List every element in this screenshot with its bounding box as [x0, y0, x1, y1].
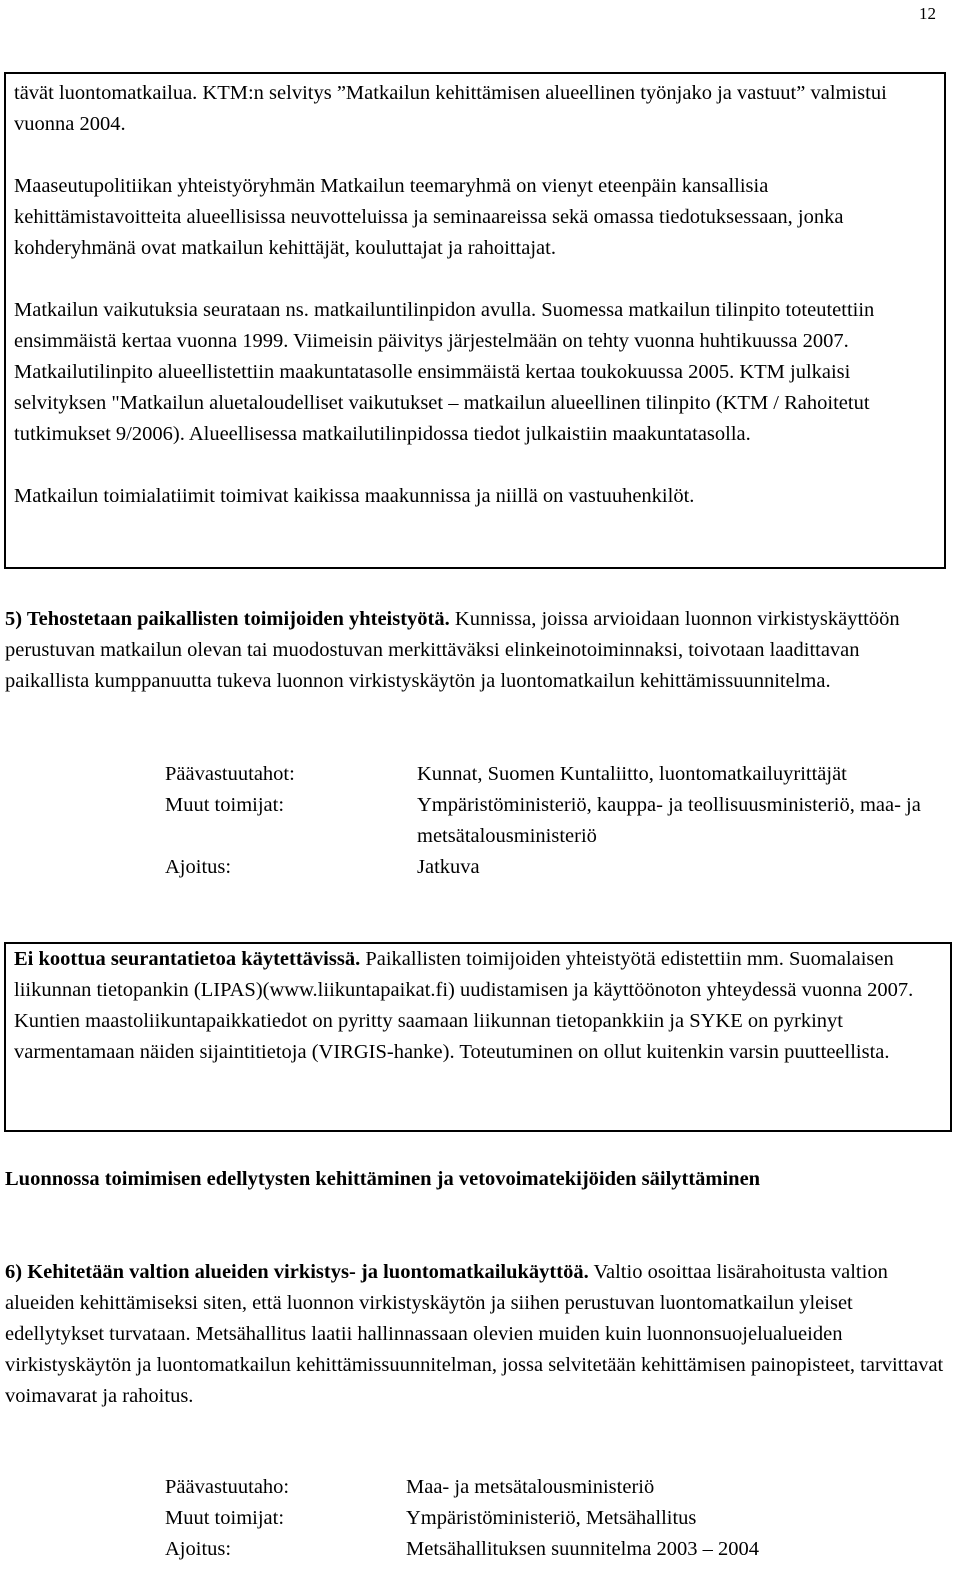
lead-label: Päävastuutaho: — [165, 1476, 290, 1498]
main-heading-section — [5, 1164, 945, 1195]
lead-value: Maa- ja metsätalousministeriö — [406, 1476, 655, 1498]
section-5 — [5, 604, 945, 697]
paragraph: Maaseutupolitiikan yhteistyöryhmän Matkailun teemaryhmä on vienyt eteenpäin kansallisia kehittämistavoitteita alueellisissa neuvotteluissa ja seminaareissa sekä omassa tiedotuksessaan, jonka kohderyhmänä ovat matkailun kehittäjät, kouluttajat ja rahoittajat. — [14, 175, 844, 259]
section-6 — [5, 1257, 945, 1412]
timing-label: Ajoitus: — [165, 1538, 232, 1560]
paragraph: tävät luontomatkailua. KTM:n selvitys ”Matkailun kehittämisen alueellinen työnjako ja vastuut” valmistui vuonna 2004. — [14, 82, 887, 135]
follow-up-box-1 — [4, 72, 946, 569]
box-heading: Ei koottua seurantatietoa käytettävissä. — [14, 948, 361, 970]
section-heading: 5) Tehostetaan paikallisten toimijoiden yhteistyötä. — [5, 608, 450, 630]
section-text: Valtio osoittaa lisärahoitusta valtion alueiden kehittämiseksi siten, että luonnon virkistyskäytön ja siihen perustuvan luontomatkailun yleiset edellytykset turvataan. Metsähallitus laatii hallinnassaan olevien muiden kuin luonnonsuojelualueiden virkistyskäytön ja luontomatkailun kehittämissuunnitelman, jossa selvitetään kehittämisen painopisteet, tarvittavat voimavarat ja rahoitus. — [5, 1261, 944, 1407]
follow-up-box-2 — [4, 942, 952, 1132]
timing-label: Ajoitus: — [165, 856, 232, 878]
lead-value: Kunnat, Suomen Kuntaliitto, luontomatkailuyrittäjät — [417, 763, 847, 785]
lead-label: Päävastuutahot: — [165, 763, 295, 785]
others-label: Muut toimijat: — [165, 1507, 285, 1529]
section-text: Kunnissa, joissa arvioidaan luonnon virkistyskäyttöön perustuvan matkailun olevan tai muodostuvan merkittäväksi elinkeinotoiminnaksi, toivotaan laadittavan paikallista kumppanuutta tukeva luonnon virkistyskäytön ja luontomatkailun kehittämissuunnitelma. — [5, 608, 900, 692]
paragraph: Matkailun vaikutuksia seurataan ns. matkailuntilinpidon avulla. Suomessa matkailun tilinpito toteutettiin ensimmäistä kertaa vuonna 1999. Viimeisin päivitys järjestelmään on tehty vuonna huhtikuussa 2007. Matkailutilinpito alueellistettiin maakuntatasolle ensimmäistä kertaa toukokuussa 2005. KTM julkaisi selvityksen "Matkailun aluetaloudelliset vaikutukset – matkailun alueellinen tilinpito (KTM / Rahoitetut tutkimukset 9/2006). Alueellisessa matkailutilinpidossa tiedot julkaistiin maakuntatasolla. — [14, 299, 875, 445]
page-number: 12 — [919, 4, 936, 23]
others-label: Muut toimijat: — [165, 794, 285, 816]
others-value: Ympäristöministeriö, kauppa- ja teollisuusministeriö, maa- ja metsätalousministeriö — [417, 794, 921, 847]
responsibility-table-1 — [165, 759, 927, 883]
timing-value: Jatkuva — [417, 856, 480, 878]
responsibility-table-2 — [165, 1472, 916, 1565]
box-text: Paikallisten toimijoiden yhteistyötä edistettiin mm. Suomalaisen liikunnan tietopankin (LIPAS)(www.liikuntapaikat.fi) uudistamisen ja käyttöönoton yhteydessä vuonna 2007. Kuntien maastoliikuntapaikkatiedot on pyritty saamaan liikunnan tietopankkiin ja SYKE on pyrkinyt varmentamaan näiden sijaintitietoja (VIRGIS-hanke). Toteutuminen on ollut kuitenkin varsin puutteellista. — [14, 948, 914, 1063]
others-value: Ympäristöministeriö, Metsähallitus — [406, 1507, 697, 1529]
timing-value: Metsähallituksen suunnitelma 2003 – 2004 — [406, 1538, 760, 1560]
main-heading: Luonnossa toimimisen edellytysten kehittäminen ja vetovoimatekijöiden säilyttäminen — [5, 1168, 761, 1190]
paragraph: Matkailun toimialatiimit toimivat kaikissa maakunnissa ja niillä on vastuuhenkilöt. — [14, 485, 695, 507]
section-heading: 6) Kehitetään valtion alueiden virkistys- ja luontomatkailukäyttöä. — [5, 1261, 589, 1283]
